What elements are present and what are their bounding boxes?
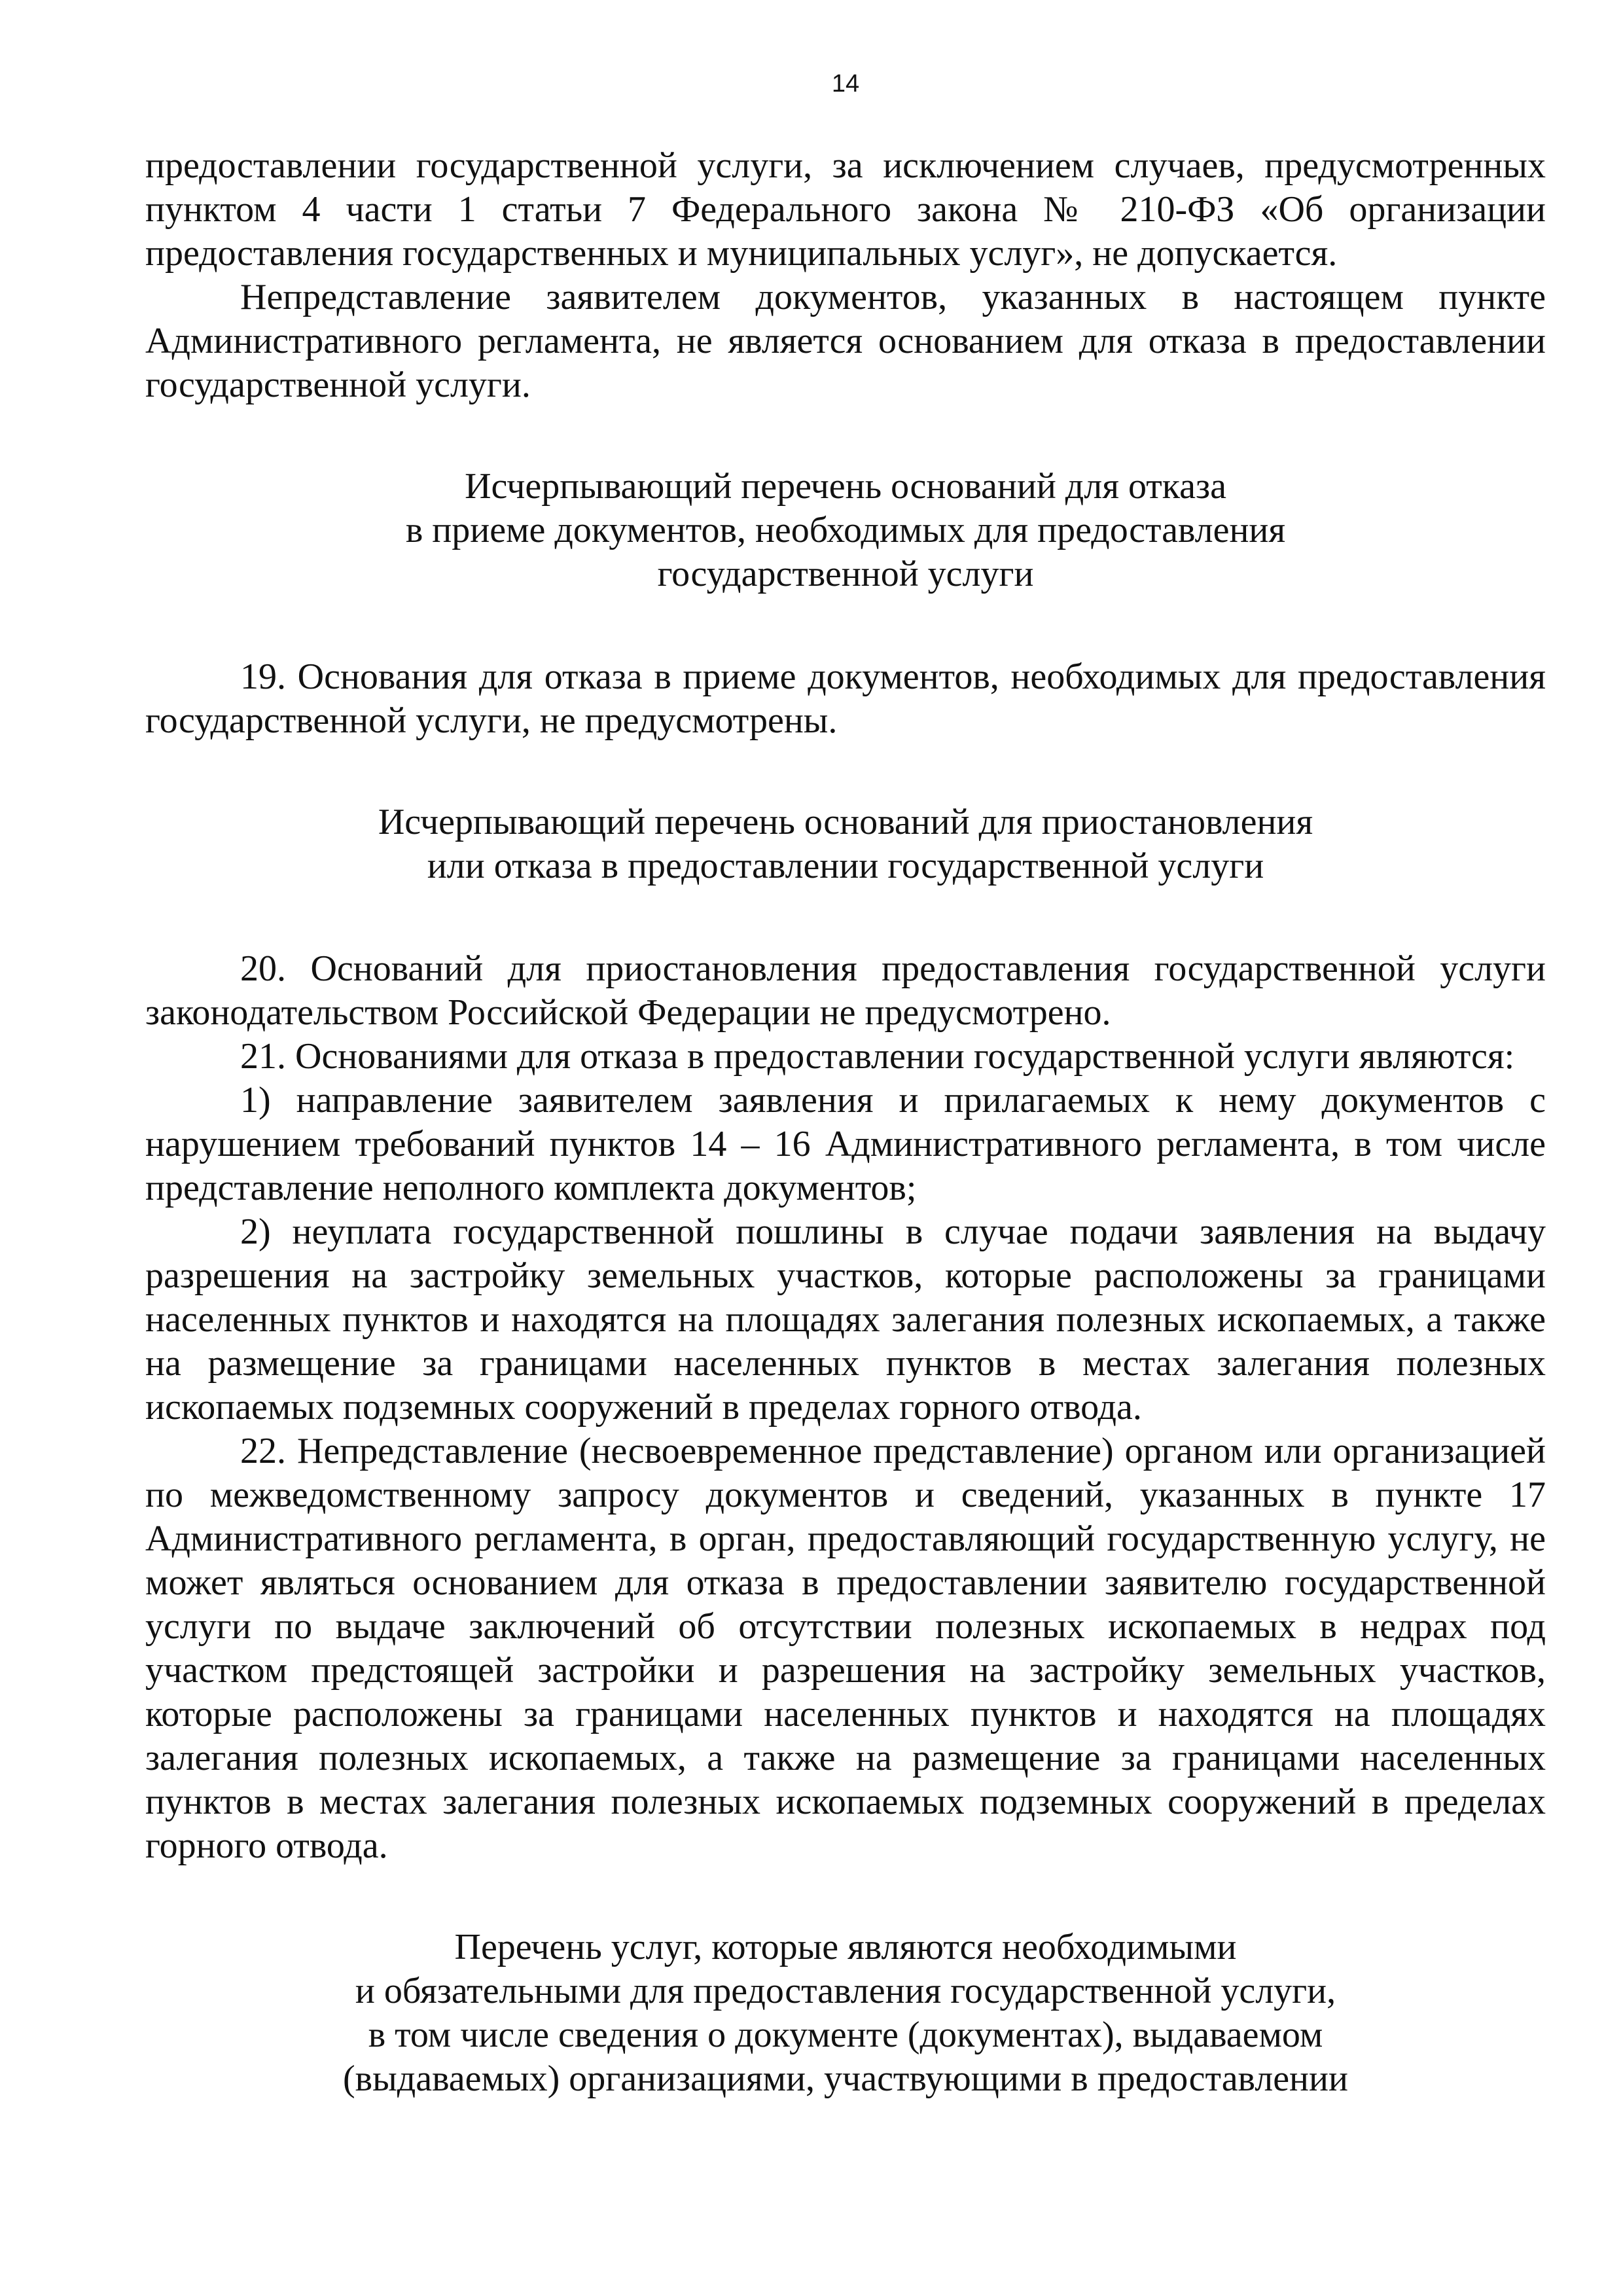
heading-line: в том числе сведения о документе (документах), выдаваемом: [368, 2015, 1323, 2055]
heading-line: государственной услуги: [657, 554, 1034, 594]
paragraph-21-item-2: 2) неуплата государственной пошлины в случае подачи заявления на выдачу разрешения на застройку земельных участков, которые расположены за границами населенных пунктов и находятся на площадях залегания полезных ископаемых, а также на размещение за границами населенных пунктов в местах залегания полезных ископаемых подземных сооружений в пределах горного отвода.: [145, 1211, 1546, 1427]
heading-line: или отказа в предоставлении государственной услуги: [427, 846, 1264, 886]
section-heading-suspension-grounds: [145, 800, 1546, 888]
paragraph-21-item-1: 1) направление заявителем заявления и прилагаемых к нему документов с нарушением требований пунктов 14 – 16 Административного регламента, в том числе представление неполного комплекта документов;: [145, 1080, 1546, 1208]
section-heading-refusal-grounds: [145, 465, 1546, 596]
document-body: [145, 144, 1546, 2101]
paragraph-continuation: предоставлении государственной услуги, за исключением случаев, предусмотренных пунктом 4 части 1 статьи 7 Федерального закона № 210-ФЗ «Об организации предоставления государственных и муниципальных услуг», не допускается.: [145, 145, 1546, 274]
paragraph-non-submission: Непредставление заявителем документов, указанных в настоящем пункте Административного регламента, не является основанием для отказа в предоставлении государственной услуги.: [145, 277, 1546, 405]
paragraph-21: 21. Основаниями для отказа в предоставлении государственной услуги являются:: [240, 1036, 1515, 1077]
paragraph-22: 22. Непредставление (несвоевременное представление) органом или организацией по межведомственному запросу документов и сведений, указанных в пункте 17 Административного регламента, в орган, предоставляющий государственную услугу, не может являться основанием для отказа в предоставлении заявителю государственной услуги по выдаче заключений об отсутствии полезных ископаемых в недрах под участком предстоящей застройки и разрешения на застройку земельных участков, которые расположены за границами населенных пунктов и находятся на площадях залегания полезных ископаемых, а также на размещение за границами населенных пунктов в местах залегания полезных ископаемых подземных сооружений в пределах горного отвода.: [145, 1431, 1546, 1866]
heading-line: (выдаваемых) организациями, участвующими в предоставлении: [343, 2058, 1348, 2099]
heading-line: Перечень услуг, которые являются необходимыми: [454, 1927, 1237, 1967]
heading-line: в приеме документов, необходимых для предоставления: [405, 510, 1286, 550]
paragraph-19: 19. Основания для отказа в приеме документов, необходимых для предоставления государственной услуги, не предусмотрены.: [145, 656, 1546, 741]
page-number: 14: [831, 70, 860, 98]
heading-line: Исчерпывающий перечень оснований для приостановления: [378, 802, 1313, 842]
section-heading-required-services: [145, 1926, 1546, 2101]
heading-line: и обязательными для предоставления государственной услуги,: [355, 1971, 1336, 2011]
paragraph-20: 20. Оснований для приостановления предоставления государственной услуги законодательством Российской Федерации не предусмотрено.: [145, 948, 1546, 1033]
heading-line: Исчерпывающий перечень оснований для отказа: [465, 466, 1226, 507]
